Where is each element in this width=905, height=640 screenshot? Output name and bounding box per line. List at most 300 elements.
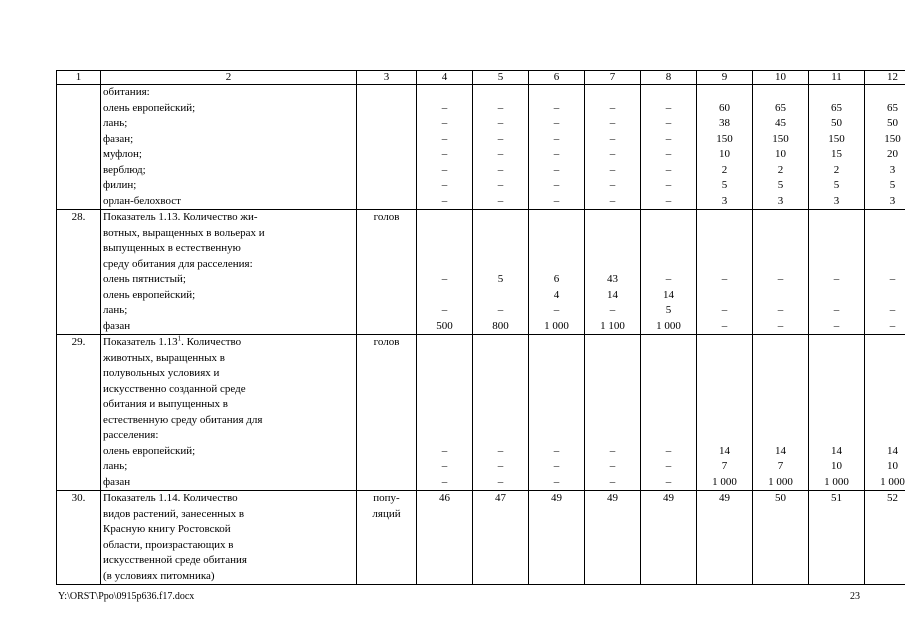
text-line: – (721, 304, 728, 316)
value-cell (865, 335, 905, 491)
text-line: 45 (775, 117, 786, 129)
text-line (529, 428, 584, 444)
text-line (417, 351, 472, 367)
text-line (697, 413, 752, 429)
text-line (417, 428, 472, 444)
text-line: лань; (103, 117, 128, 129)
text-line: 1 000 (712, 475, 737, 488)
text-line: – (553, 194, 560, 207)
text-line: – (497, 304, 504, 316)
value-cell (753, 210, 809, 335)
value-cell (753, 335, 809, 491)
text-line: – (553, 101, 560, 114)
text-line (753, 257, 808, 273)
text-line (865, 226, 905, 242)
column-number: 10 (753, 71, 809, 85)
text-line (641, 257, 696, 273)
text-line: ляций (372, 507, 401, 520)
text-line: 14 (831, 444, 842, 457)
row-number-cell: 28. (57, 210, 101, 335)
text-line (473, 226, 528, 242)
text-line (473, 366, 528, 382)
text-line: – (497, 163, 504, 176)
text-line: – (609, 148, 616, 160)
value-cell: 49 (641, 491, 697, 585)
text-line: 20 (887, 148, 898, 160)
text-line: 65 (887, 101, 898, 114)
text-line (641, 428, 696, 444)
text-line (641, 241, 696, 257)
text-line: – (441, 101, 448, 114)
value-cell (529, 210, 585, 335)
text-line (417, 288, 472, 304)
text-line (473, 85, 528, 101)
text-line: – (497, 460, 504, 472)
text-line: 10 (831, 460, 842, 472)
text-line: 1 000 (880, 475, 905, 488)
text-line (809, 335, 864, 351)
text-line (641, 335, 696, 351)
text-line: попу- (373, 492, 400, 504)
text-line: (в условиях питомника) (103, 569, 215, 582)
unit-cell (357, 85, 417, 210)
text-line: – (665, 194, 672, 207)
text-line: – (553, 304, 560, 316)
text-line: – (609, 163, 616, 176)
text-line: животных, выращенных в (103, 351, 225, 364)
text-line: фазан; (103, 132, 134, 145)
text-line (865, 241, 905, 257)
text-line: – (609, 117, 616, 129)
text-line (697, 241, 752, 257)
text-line: – (609, 460, 616, 472)
text-line: 14 (775, 444, 786, 457)
text-line (697, 288, 752, 304)
text-line (865, 210, 905, 226)
text-line (473, 257, 528, 273)
text-line: – (553, 444, 560, 457)
text-line (417, 413, 472, 429)
text-line: 7 (777, 460, 784, 472)
text-line (753, 382, 808, 398)
text-line (865, 366, 905, 382)
text-line (809, 413, 864, 429)
text-line (585, 85, 640, 101)
indicator-description-cell (101, 210, 357, 335)
text-line (865, 335, 905, 351)
text-line (417, 397, 472, 413)
value-cell: 47 (473, 491, 529, 585)
text-line (585, 382, 640, 398)
text-line: – (497, 179, 504, 191)
text-line (753, 241, 808, 257)
text-line: 14 (607, 288, 618, 301)
text-line (641, 226, 696, 242)
value-cell (529, 85, 585, 210)
text-line (585, 210, 640, 226)
value-cell (585, 210, 641, 335)
text-line (809, 226, 864, 242)
text-line (753, 288, 808, 304)
value-cell: 49 (585, 491, 641, 585)
value-cell (753, 85, 809, 210)
value-cell (473, 85, 529, 210)
text-line: 14 (719, 444, 730, 457)
text-line (753, 226, 808, 242)
text-line (753, 351, 808, 367)
text-line: Красную книгу Ростовской (103, 523, 231, 535)
text-line: орлан-белохвост (103, 194, 181, 207)
text-line: 65 (775, 101, 786, 114)
text-line (697, 210, 752, 226)
text-line (809, 257, 864, 273)
text-line (865, 428, 905, 444)
text-line (865, 382, 905, 398)
column-number: 1 (57, 71, 101, 85)
text-line: – (609, 194, 616, 207)
text-line: – (777, 273, 784, 285)
text-line (865, 85, 905, 101)
text-line: – (665, 475, 672, 488)
value-cell (473, 210, 529, 335)
text-line: – (889, 273, 896, 285)
text-line: 3 (889, 194, 896, 207)
column-number: 4 (417, 71, 473, 85)
text-line (809, 241, 864, 257)
text-line: – (441, 148, 448, 160)
text-line: 800 (492, 319, 509, 332)
text-line: лань; (103, 460, 128, 472)
text-line (697, 335, 752, 351)
text-line: олень европейский; (103, 288, 196, 301)
value-cell (585, 85, 641, 210)
text-line: – (497, 117, 504, 129)
text-line: 50 (831, 117, 842, 129)
value-cell (473, 335, 529, 491)
row-number-cell: 29. (57, 335, 101, 491)
value-cell (417, 335, 473, 491)
text-line (529, 85, 584, 101)
value-cell (417, 85, 473, 210)
column-number: 12 (865, 71, 905, 85)
text-line: 10 (719, 148, 730, 160)
text-line: – (441, 475, 448, 488)
text-line: – (441, 273, 448, 285)
table-row (57, 210, 905, 335)
text-line: – (497, 475, 504, 488)
text-line (473, 382, 528, 398)
text-line (417, 366, 472, 382)
value-cell: 46 (417, 491, 473, 585)
text-line: – (553, 475, 560, 488)
text-line: – (777, 304, 784, 316)
text-line: – (553, 117, 560, 129)
table-row (57, 85, 905, 210)
text-line (417, 257, 472, 273)
text-line (473, 351, 528, 367)
text-line: искусственной среде обитания (103, 554, 247, 566)
row-number-cell: 30. (57, 491, 101, 585)
value-cell: 50 (753, 491, 809, 585)
text-line: – (441, 163, 448, 176)
text-line: – (609, 179, 616, 191)
text-line (473, 210, 528, 226)
text-line: – (665, 101, 672, 114)
text-line (641, 413, 696, 429)
text-line: – (553, 132, 560, 145)
text-line (585, 257, 640, 273)
text-line (809, 210, 864, 226)
text-line (697, 428, 752, 444)
text-line (697, 397, 752, 413)
text-line: – (665, 460, 672, 472)
text-line: – (441, 132, 448, 145)
text-line: – (777, 319, 784, 332)
text-line: – (441, 304, 448, 316)
text-line (641, 85, 696, 101)
text-line: – (609, 304, 616, 316)
column-number: 3 (357, 71, 417, 85)
column-number: 2 (101, 71, 357, 85)
text-line: 5 (721, 179, 728, 191)
text-line: 1 000 (656, 319, 681, 332)
text-line: – (441, 444, 448, 457)
text-line: вотных, выращенных в вольерах и (103, 226, 265, 239)
text-line: – (441, 179, 448, 191)
text-line: области, произрастающих в (103, 538, 234, 551)
text-line (417, 226, 472, 242)
text-line (585, 366, 640, 382)
text-line (529, 210, 584, 226)
text-line: – (497, 148, 504, 160)
value-cell (641, 335, 697, 491)
text-line (585, 397, 640, 413)
text-line: 60 (719, 101, 730, 114)
text-line: – (721, 319, 728, 332)
text-line: 1 100 (600, 319, 625, 332)
text-line (697, 257, 752, 273)
text-line: – (497, 132, 504, 145)
text-line (753, 85, 808, 101)
text-line (473, 288, 528, 304)
text-line (417, 210, 472, 226)
value-cell (529, 335, 585, 491)
text-line: среду обитания для расселения: (103, 257, 253, 270)
text-line: 10 (775, 148, 786, 160)
text-line: 38 (719, 117, 730, 129)
text-line (753, 397, 808, 413)
value-cell: 49 (529, 491, 585, 585)
text-line (865, 257, 905, 273)
text-line: – (833, 319, 840, 332)
text-line (585, 428, 640, 444)
indicator-description-cell (101, 491, 357, 585)
text-line: – (889, 319, 896, 332)
text-line (809, 382, 864, 398)
text-line (473, 335, 528, 351)
text-line: – (609, 444, 616, 457)
text-line (641, 210, 696, 226)
text-line: обитания: (103, 86, 150, 98)
text-line: 43 (607, 273, 618, 285)
unit-cell (357, 491, 417, 585)
text-line: – (553, 163, 560, 176)
text-line (809, 428, 864, 444)
text-line: 7 (721, 460, 728, 472)
text-line: – (441, 117, 448, 129)
text-line (865, 288, 905, 304)
text-line: 15 (831, 148, 842, 160)
value-cell (865, 85, 905, 210)
text-line: фазан (103, 319, 131, 332)
value-cell (697, 85, 753, 210)
text-line: Показатель 1.13. Количество жи- (103, 211, 258, 223)
text-line (585, 351, 640, 367)
value-cell (641, 210, 697, 335)
table-header-row (57, 71, 905, 85)
column-number: 6 (529, 71, 585, 85)
text-line: олень пятнистый; (103, 273, 186, 285)
text-line: полувольных условиях и (103, 367, 220, 379)
text-line (809, 366, 864, 382)
text-line (753, 210, 808, 226)
text-line: филин; (103, 179, 137, 191)
text-line: Показатель 1.14. Количество (103, 492, 238, 504)
column-number: 9 (697, 71, 753, 85)
unit-cell: голов (357, 335, 417, 491)
text-line: 10 (887, 460, 898, 472)
text-line: 4 (553, 288, 560, 301)
text-line (417, 241, 472, 257)
row-number-cell (57, 85, 101, 210)
value-cell (809, 210, 865, 335)
value-cell (641, 85, 697, 210)
value-cell (809, 85, 865, 210)
text-line (473, 397, 528, 413)
value-cell: 51 (809, 491, 865, 585)
text-line: видов растений, занесенных в (103, 507, 245, 520)
column-number: 7 (585, 71, 641, 85)
text-line (697, 382, 752, 398)
text-line: – (665, 444, 672, 457)
text-line: – (497, 444, 504, 457)
text-line (809, 397, 864, 413)
text-line (865, 397, 905, 413)
value-cell (865, 210, 905, 335)
text-line (753, 413, 808, 429)
text-line (473, 428, 528, 444)
text-line: искусственно созданной среде (103, 382, 246, 395)
text-line: – (833, 273, 840, 285)
text-line: верблюд; (103, 163, 146, 176)
text-line: – (665, 148, 672, 160)
text-line (417, 85, 472, 101)
text-line: – (553, 179, 560, 191)
text-line: 2 (833, 163, 840, 176)
text-line (753, 366, 808, 382)
text-line: естественную среду обитания для (103, 413, 263, 426)
column-number: 8 (641, 71, 697, 85)
text-line: – (441, 194, 448, 207)
text-line: 2 (777, 163, 784, 176)
text-line (641, 382, 696, 398)
unit-cell: голов (357, 210, 417, 335)
text-line: 5 (777, 179, 784, 191)
text-line: 6 (553, 273, 560, 285)
text-line: выпущенных в естественную (103, 242, 241, 254)
text-line: 65 (831, 101, 842, 114)
text-line: – (497, 101, 504, 114)
text-line (585, 241, 640, 257)
text-line: 150 (884, 132, 901, 145)
text-line (697, 366, 752, 382)
text-line: 150 (828, 132, 845, 145)
value-cell: 49 (697, 491, 753, 585)
text-line: обитания и выпущенных в (103, 398, 228, 410)
text-line: расселения: (103, 429, 159, 441)
text-line (585, 335, 640, 351)
table-row (57, 491, 905, 585)
text-line: – (441, 460, 448, 472)
text-line (529, 397, 584, 413)
value-cell (697, 210, 753, 335)
text-line: 14 (887, 444, 898, 457)
text-line: 50 (887, 117, 898, 129)
text-line: олень европейский; (103, 101, 196, 114)
text-line (697, 351, 752, 367)
text-line (641, 397, 696, 413)
text-line (473, 413, 528, 429)
text-line (809, 288, 864, 304)
text-line: – (665, 163, 672, 176)
value-cell (417, 210, 473, 335)
text-line (809, 85, 864, 101)
text-line (753, 428, 808, 444)
text-line: 3 (721, 194, 728, 207)
text-line: – (553, 148, 560, 160)
text-line (641, 351, 696, 367)
text-line (697, 85, 752, 101)
column-number: 5 (473, 71, 529, 85)
text-line: 3 (777, 194, 784, 207)
footer-file-path: Y:\ORST\Ppo\0915p636.f17.docx (58, 591, 195, 602)
indicator-table (56, 70, 905, 585)
text-line: – (609, 132, 616, 145)
text-line: муфлон; (103, 148, 142, 160)
text-line: 3 (833, 194, 840, 207)
text-line: 150 (716, 132, 733, 145)
text-line: – (721, 273, 728, 285)
text-line: – (665, 273, 672, 285)
text-line (473, 241, 528, 257)
table-row (57, 335, 905, 491)
page-number: 23 (850, 591, 860, 602)
text-line: 150 (772, 132, 789, 145)
value-cell (585, 335, 641, 491)
text-line: 14 (663, 288, 674, 301)
text-line: – (665, 179, 672, 191)
text-line (417, 335, 472, 351)
text-line (641, 366, 696, 382)
text-line: – (833, 304, 840, 316)
text-line: – (553, 460, 560, 472)
text-line: 3 (889, 163, 896, 176)
text-line (529, 241, 584, 257)
text-line (529, 366, 584, 382)
text-line (529, 257, 584, 273)
text-line (529, 382, 584, 398)
text-line (753, 335, 808, 351)
